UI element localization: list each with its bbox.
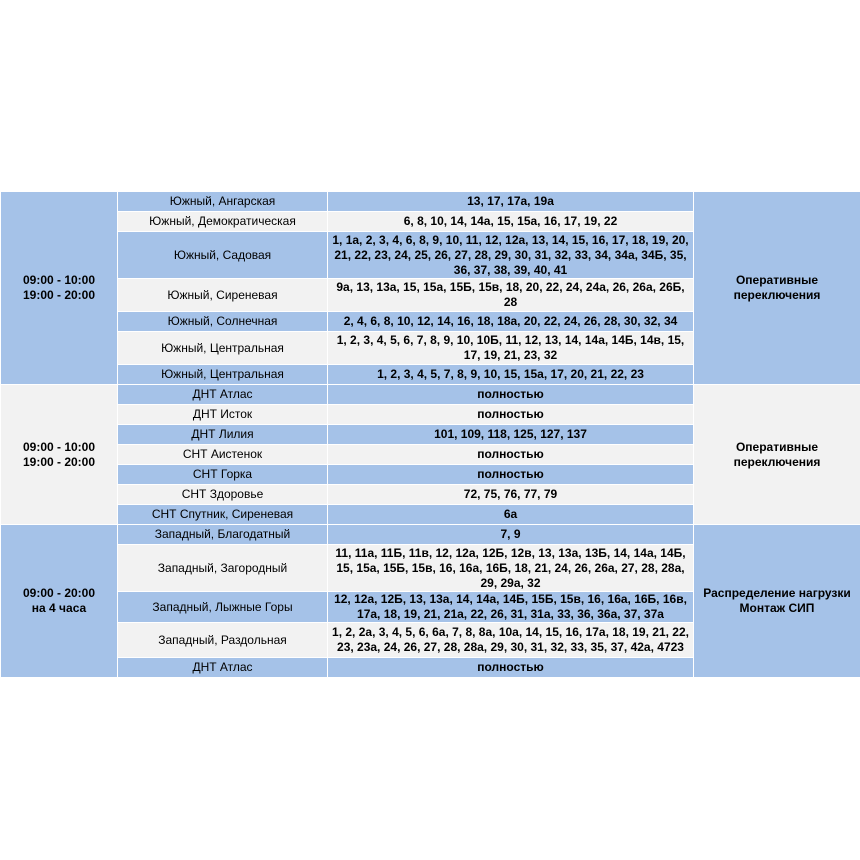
outage-schedule-table [0,191,860,678]
time-window-line1: 09:00 - 10:00 [22,439,96,454]
time-window-line2: 19:00 - 20:00 [22,288,96,302]
work-type-cell [694,525,860,678]
street-cell: СНТ Горка [118,465,328,485]
houses-cell: 7, 9 [328,525,694,545]
street-cell: СНТ Здоровье [118,485,328,505]
houses-cell: 13, 17, 17а, 19а [328,192,694,212]
street-cell: СНТ Спутник, Сиреневая [118,505,328,525]
work-type-line1: Оперативные [735,439,819,454]
work-type-line2: переключения [733,454,821,469]
houses-cell: полностью [328,405,694,425]
street-cell: СНТ Аистенок [118,445,328,465]
houses-cell: 1, 1а, 2, 3, 4, 6, 8, 9, 10, 11, 12, 12а, 13, 14, 15, 16, 17, 18, 19, 20, 21, 22, 23, 24, 25, 26, 27, 28, 29, 30, 31, 32, 33, 34, 34а, 34Б, 35, 36, 37, 38, 39, 40, 41 [328,232,694,279]
street-cell: Западный, Раздольная [118,623,328,658]
houses-cell: 9а, 13, 13а, 15, 15а, 15Б, 15в, 18, 20, 22, 24, 24а, 26, 26а, 26Б, 28 [328,279,694,312]
schedule-row [1,385,860,405]
houses-cell: полностью [328,445,694,465]
houses-cell: 12, 12а, 12Б, 13, 13а, 14, 14а, 14Б, 15Б, 15в, 16, 16а, 16Б, 16в, 17а, 18, 19, 21, 21а, 22, 26, 31, 31а, 33, 36, 36а, 37, 37а [328,592,694,623]
time-window-line2: 19:00 - 20:00 [22,454,96,469]
houses-cell: 2, 4, 6, 8, 10, 12, 14, 16, 18, 18а, 20, 22, 24, 26, 28, 30, 32, 34 [328,312,694,332]
street-cell: Южный, Демократическая [118,212,328,232]
houses-cell: полностью [328,465,694,485]
houses-cell: 6а [328,505,694,525]
houses-cell: 1, 2, 3, 4, 5, 6, 7, 8, 9, 10, 10Б, 11, 12, 13, 14, 14а, 14Б, 14в, 15, 17, 19, 21, 23, 32 [328,332,694,365]
time-window-line1: 09:00 - 10:00 [22,273,96,287]
street-cell: ДНТ Исток [118,405,328,425]
street-cell: Южный, Садовая [118,232,328,279]
work-type-cell [694,385,860,525]
houses-cell: 1, 2, 2а, 3, 4, 5, 6, 6а, 7, 8, 8а, 10а, 14, 15, 16, 17а, 18, 19, 21, 22, 23, 23а, 24, 26, 27, 28, 28а, 29, 30, 31, 32, 33, 35, 37, 42а, 4723 [328,623,694,658]
street-cell: ДНТ Лилия [118,425,328,445]
street-cell: Южный, Сиреневая [118,279,328,312]
schedule-body [1,192,860,678]
street-cell: Южный, Солнечная [118,312,328,332]
street-cell: Западный, Благодатный [118,525,328,545]
work-type-line2: переключения [733,288,821,302]
time-window-line2: на 4 часа [31,601,87,615]
time-window-line1: 09:00 - 20:00 [22,586,96,600]
time-window-cell [1,192,118,385]
houses-cell: 72, 75, 76, 77, 79 [328,485,694,505]
houses-cell: 101, 109, 118, 125, 127, 137 [328,425,694,445]
work-type-line1: Распределение нагрузки [703,586,851,600]
work-type-line2: Монтаж СИП [739,601,815,615]
work-type-cell [694,192,860,385]
street-cell: ДНТ Атлас [118,385,328,405]
street-cell: Южный, Центральная [118,332,328,365]
street-cell: Западный, Лыжные Горы [118,592,328,623]
houses-cell: 6, 8, 10, 14, 14а, 15, 15а, 16, 17, 19, 22 [328,212,694,232]
street-cell: ДНТ Атлас [118,658,328,678]
street-cell: Южный, Центральная [118,365,328,385]
houses-cell: 1, 2, 3, 4, 5, 7, 8, 9, 10, 15, 15а, 17, 20, 21, 22, 23 [328,365,694,385]
work-type-line1: Оперативные [735,273,819,287]
time-window-cell [1,525,118,678]
street-cell: Западный, Загородный [118,545,328,592]
schedule-row [1,192,860,212]
houses-cell: полностью [328,385,694,405]
time-window-cell [1,385,118,525]
houses-cell: полностью [328,658,694,678]
houses-cell: 11, 11а, 11Б, 11в, 12, 12а, 12Б, 12в, 13, 13а, 13Б, 14, 14а, 14Б, 15, 15а, 15Б, 15в, 16, 16а, 16Б, 18, 21, 24, 26, 26а, 27, 28, 28а, 29, 29а, 32 [328,545,694,592]
street-cell: Южный, Ангарская [118,192,328,212]
schedule-row [1,525,860,545]
